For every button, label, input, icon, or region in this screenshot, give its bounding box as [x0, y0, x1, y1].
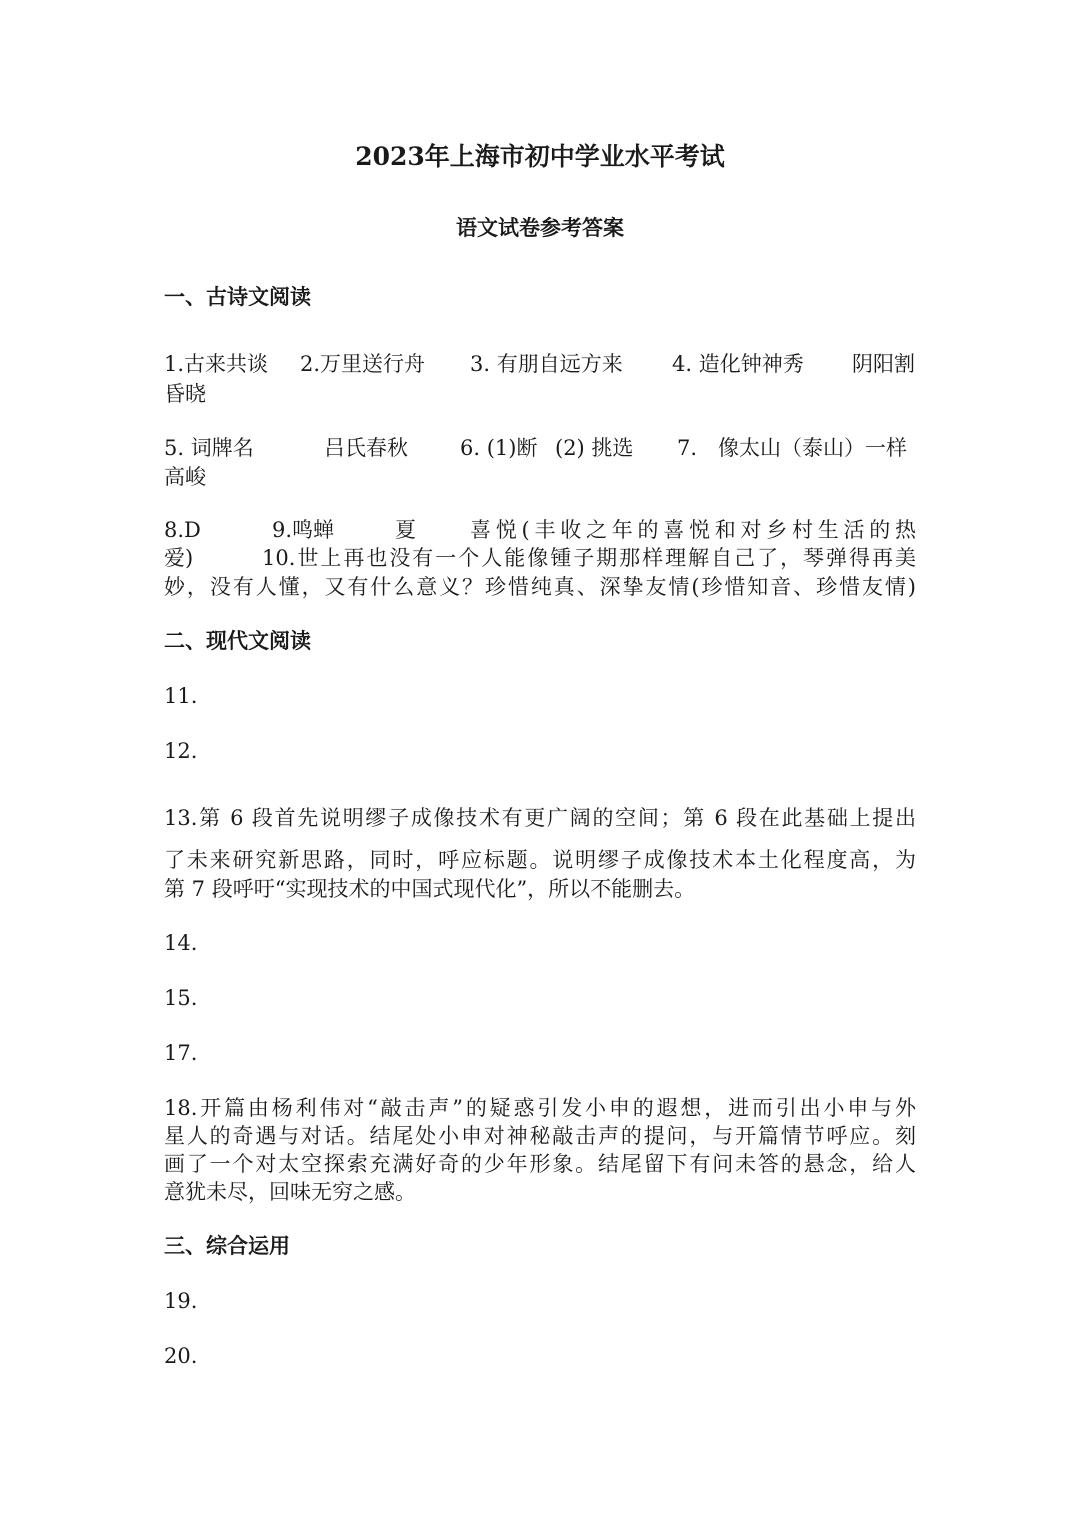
answer-q9-part2: 夏 [395, 518, 416, 542]
answer-q4: 4. 造化钟神秀 [672, 352, 804, 376]
answer-q15: 15. [164, 986, 198, 1010]
answer-q18-part2: 星人的奇遇与对话。结尾处小申对神秘敲击声的提问，与开篇情节呼应。刻 [164, 1124, 916, 1148]
answer-q1: 1.古来共谈 [164, 352, 269, 376]
answer-q13-part2: 了未来研究新思路，同时，呼应标题。说明缪子成像技术本土化程度高，为 [164, 848, 916, 872]
section-heading-modern: 二、现代文阅读 [164, 628, 311, 653]
answer-q6: 6. (1)断 [460, 436, 538, 460]
answer-q4-part2: 阴阳割 [852, 352, 915, 376]
answer-q20: 20. [164, 1344, 198, 1368]
document-title: 2023年上海市初中学业水平考试 [355, 142, 725, 171]
answer-q6-part2: (2) 挑选 [555, 436, 634, 460]
answer-q3: 3. 有朋自远方来 [470, 352, 623, 376]
answer-q10-part2: 妙，没有人懂，又有什么意义？珍惜纯真、深挚友情(珍惜知音、珍惜友情) [164, 575, 916, 599]
section-heading-comprehensive: 三、综合运用 [164, 1233, 290, 1258]
answer-q10: 10.世上再也没有一个人能像锺子期那样理解自己了，琴弹得再美 [262, 546, 916, 570]
answer-q18: 18.开篇由杨利伟对“敲击声”的疑惑引发小申的遐想，进而引出小申与外 [164, 1096, 916, 1120]
answer-q12: 12. [164, 739, 198, 763]
answer-q9: 9.鸣蝉 [272, 518, 335, 542]
answer-q5: 5. 词牌名 [164, 436, 254, 460]
answer-q2: 2.万里送行舟 [300, 352, 426, 376]
answer-q19: 19. [164, 1289, 198, 1313]
answer-q7-part2: 像太山（泰山）一样 [718, 436, 907, 460]
answer-q17: 17. [164, 1041, 198, 1065]
answer-q9-part3: 喜悦(丰收之年的喜悦和对乡村生活的热 [470, 518, 916, 542]
answer-q7: 7. [677, 436, 698, 460]
answer-q8: 8.D [164, 518, 201, 542]
answer-q18-part3: 画了一个对太空探索充满好奇的少年形象。结尾留下有问未答的悬念，给人 [164, 1152, 916, 1176]
answer-q4-part3: 昏晓 [164, 382, 206, 406]
answer-q11: 11. [164, 684, 198, 708]
answer-q9-part4: 爱) [164, 546, 194, 570]
section-heading-classical: 一、古诗文阅读 [164, 284, 311, 309]
answer-q14: 14. [164, 931, 198, 955]
answer-q13-part3: 第 7 段呼吁“实现技术的中国式现代化”，所以不能删去。 [164, 877, 696, 901]
document-subtitle: 语文试卷参考答案 [456, 215, 624, 240]
answer-q13: 13.第 6 段首先说明缪子成像技术有更广阔的空间；第 6 段在此基础上提出 [164, 806, 916, 830]
answer-q18-part4: 意犹未尽，回味无穷之感。 [164, 1180, 416, 1204]
answer-q5-part2: 吕氏春秋 [324, 436, 408, 460]
answer-q7-part3: 高峻 [164, 465, 206, 489]
